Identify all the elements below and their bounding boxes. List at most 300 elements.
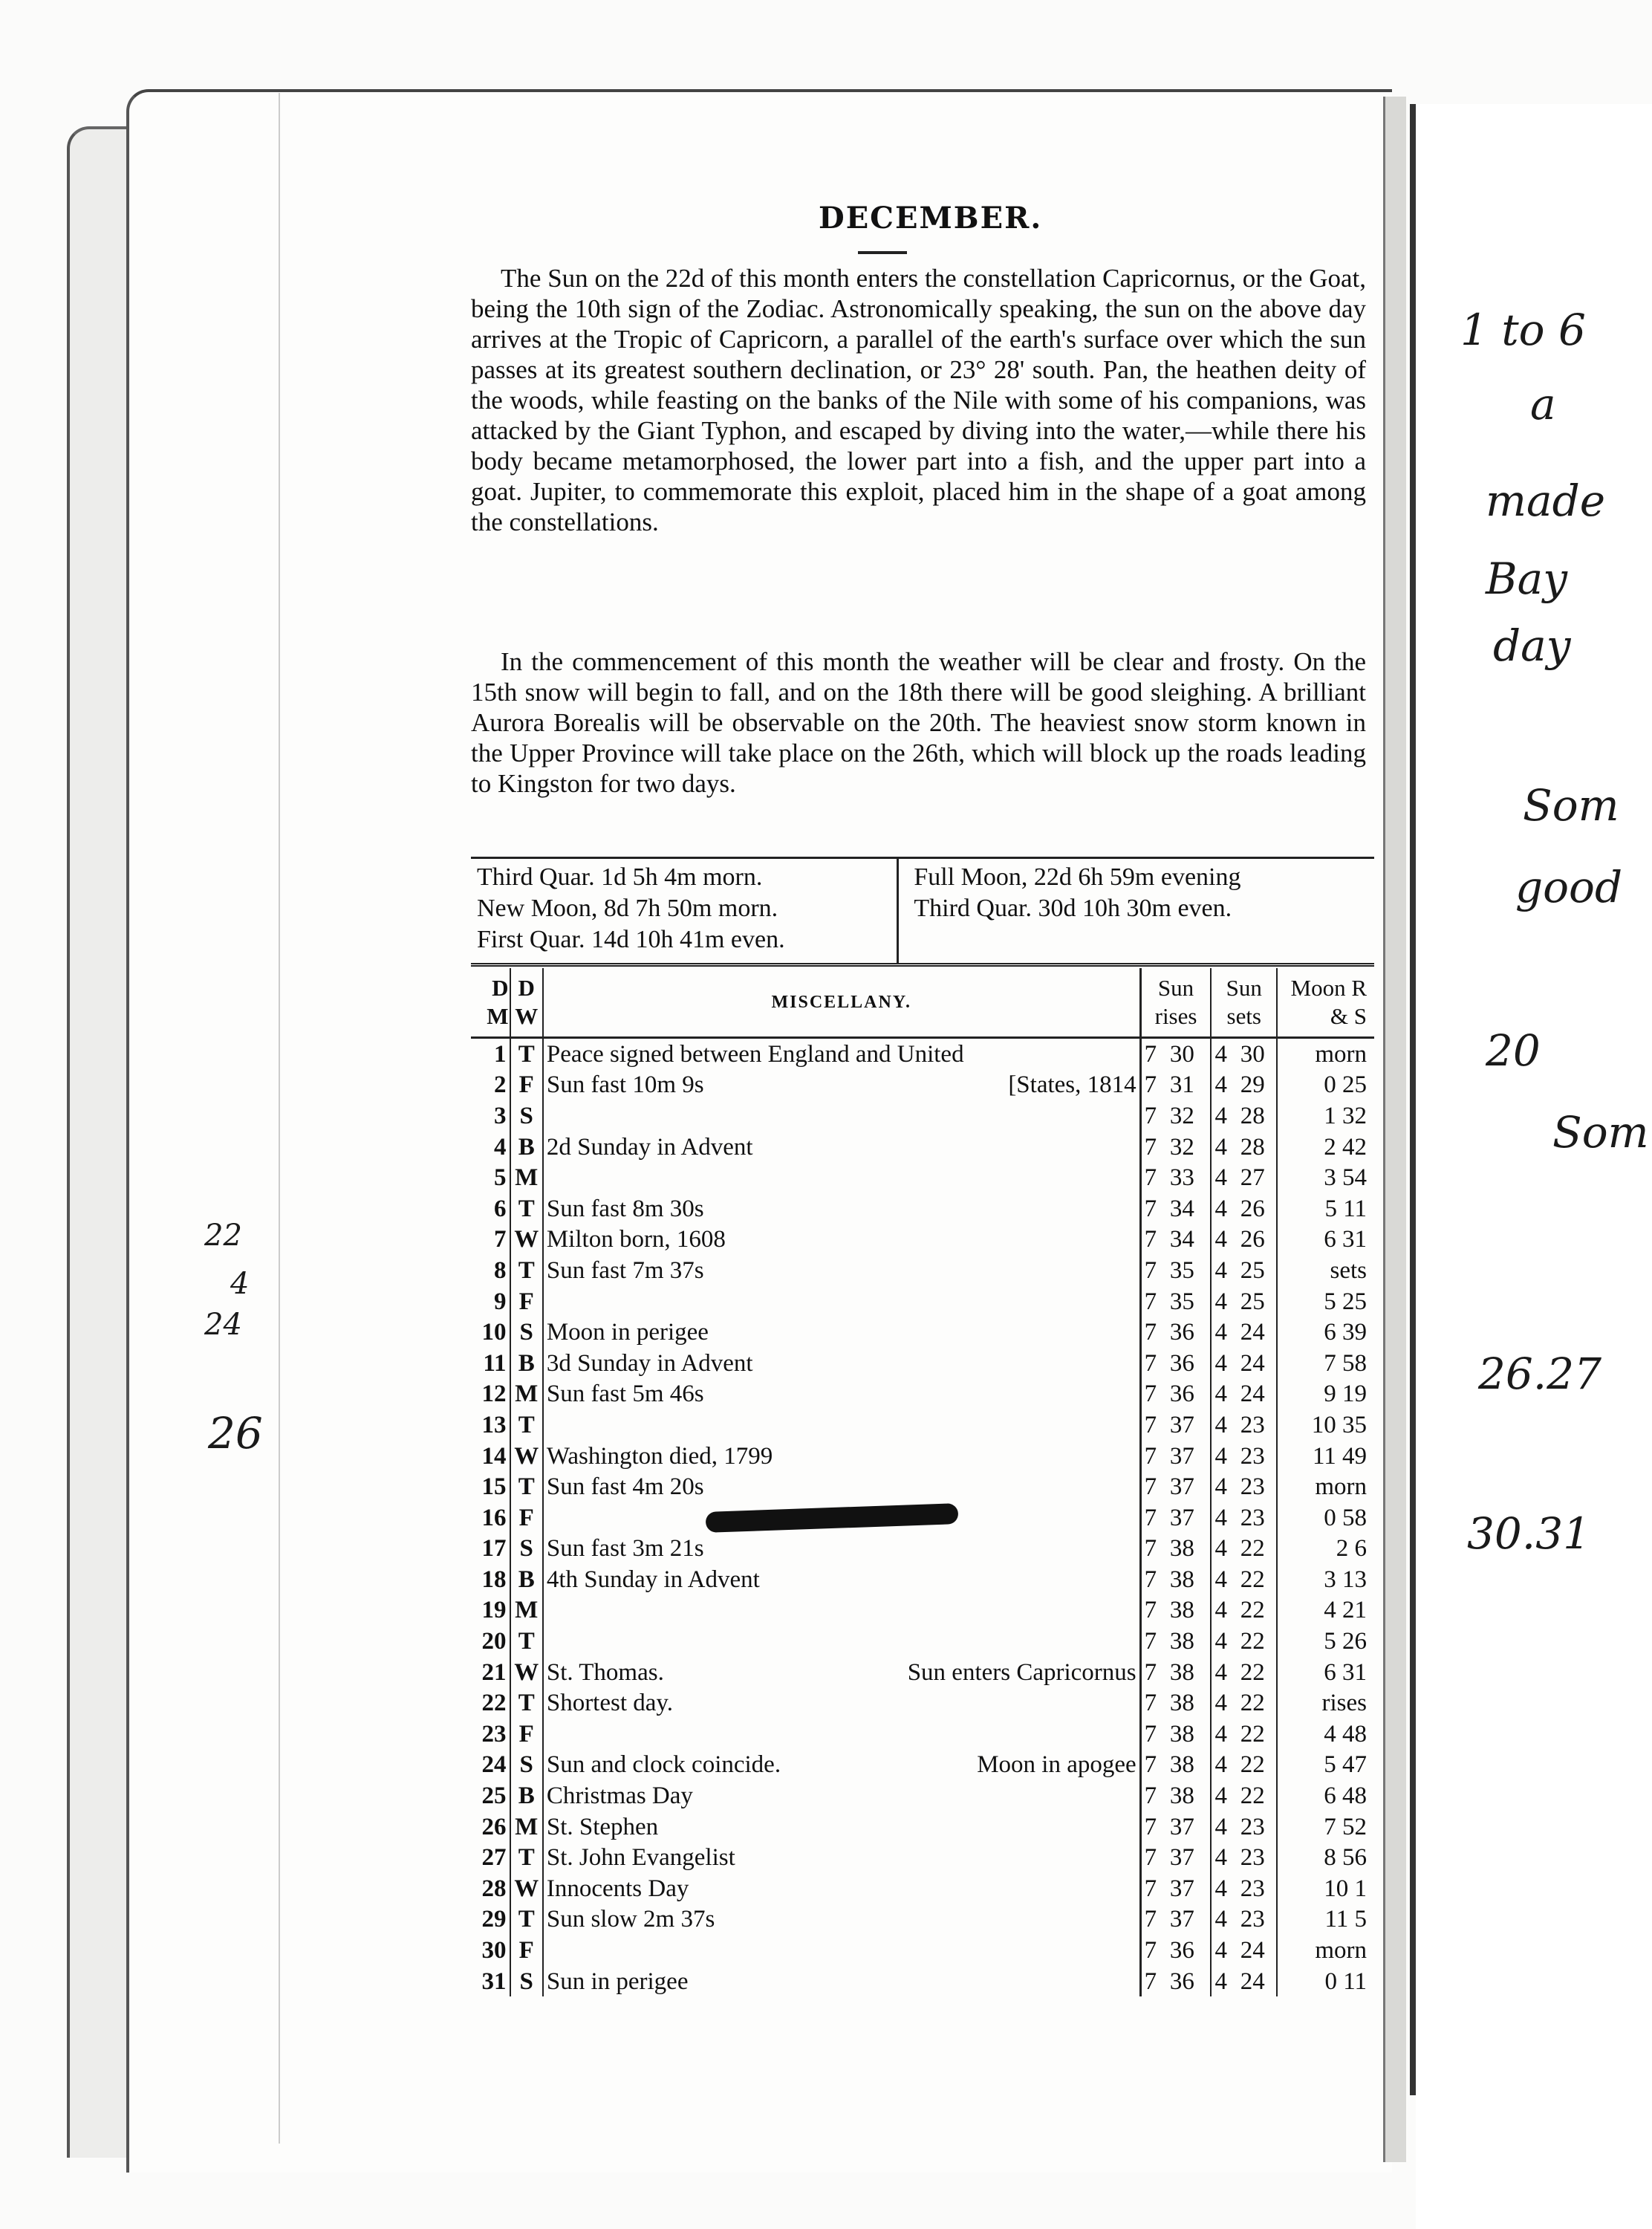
header-miscellany: MISCELLANY. xyxy=(543,968,1140,1038)
sun-set-minute: 22 xyxy=(1240,1751,1265,1779)
miscellany-cell xyxy=(543,1286,1140,1317)
day-of-month: 11 xyxy=(483,1349,507,1377)
miscellany-cell-content xyxy=(547,1132,1136,1162)
day-of-week: S xyxy=(510,1966,543,1997)
sun-rise-minute: 35 xyxy=(1169,1288,1194,1315)
moon-phases-right xyxy=(899,859,1374,963)
sun-set-minute: 27 xyxy=(1240,1164,1265,1192)
sun-set-hour: 4 xyxy=(1214,1164,1227,1192)
sun-set-minute: 22 xyxy=(1240,1628,1265,1655)
moon-rise-set: 4 21 xyxy=(1324,1597,1367,1624)
day-of-month: 21 xyxy=(481,1658,507,1686)
sun-set-hour: 4 xyxy=(1214,1937,1227,1964)
sun-rises xyxy=(1140,1070,1211,1101)
day-of-month: 28 xyxy=(481,1875,507,1902)
miscellany-cell-content xyxy=(547,1967,1136,1996)
day-of-week: T xyxy=(510,1255,543,1286)
sun-set-minute: 22 xyxy=(1240,1535,1265,1563)
sun-rises xyxy=(1140,1348,1211,1379)
sun-rises xyxy=(1140,1935,1211,1966)
sun-rise-hour: 7 xyxy=(1144,1164,1157,1192)
sun-rise-minute: 36 xyxy=(1169,1937,1194,1964)
calendar-row xyxy=(471,1409,1374,1441)
heading-rule xyxy=(858,251,907,254)
sun-rise-hour: 7 xyxy=(1144,1906,1157,1933)
header-sun-sets: Sun sets xyxy=(1211,968,1277,1038)
moon-phase-line: First Quar. 14d 10h 41m even. xyxy=(477,926,785,953)
moon-phases-left xyxy=(471,859,899,963)
miscellany-cell xyxy=(543,1162,1140,1193)
sun-rise-hour: 7 xyxy=(1144,1844,1157,1872)
sun-rise-hour: 7 xyxy=(1144,1628,1157,1655)
sun-set-minute: 22 xyxy=(1240,1720,1265,1748)
sun-rise-hour: 7 xyxy=(1144,1473,1157,1501)
sun-set-minute: 28 xyxy=(1240,1133,1265,1161)
miscellany-text: Shortest day. xyxy=(546,1690,674,1717)
sun-rise-hour: 7 xyxy=(1144,1720,1157,1748)
miscellany-cell-content xyxy=(547,1750,1136,1779)
sun-set-hour: 4 xyxy=(1214,1195,1227,1222)
sun-rise-hour: 7 xyxy=(1144,1875,1157,1902)
calendar-row xyxy=(471,1719,1374,1750)
moon-rise-set: 0 11 xyxy=(1324,1967,1367,1995)
moon-rise-set: 6 31 xyxy=(1324,1658,1367,1686)
sun-rises xyxy=(1140,1379,1211,1410)
miscellany-text-secondary: Moon in apogee xyxy=(977,1751,1136,1779)
sun-rise-minute: 37 xyxy=(1169,1844,1194,1872)
miscellany-text: Moon in perigee xyxy=(546,1319,709,1346)
sun-set-minute: 23 xyxy=(1240,1473,1265,1501)
sun-rises xyxy=(1140,1750,1211,1781)
sun-rise-hour: 7 xyxy=(1144,1566,1157,1593)
day-of-week: T xyxy=(510,1626,543,1657)
handwritten-note: Bay xyxy=(1486,554,1567,604)
handwritten-note: 20 xyxy=(1486,1025,1541,1076)
moon-rise-set: rises xyxy=(1321,1690,1367,1717)
sun-rise-hour: 7 xyxy=(1144,1967,1157,1995)
sun-set-minute: 23 xyxy=(1240,1411,1265,1438)
sun-rises xyxy=(1140,1100,1211,1132)
sun-rise-minute: 34 xyxy=(1169,1226,1194,1253)
sun-rises xyxy=(1140,1534,1211,1565)
sun-sets xyxy=(1211,1904,1277,1936)
miscellany-cell xyxy=(543,1193,1140,1224)
sun-sets xyxy=(1211,1348,1277,1379)
day-of-week: M xyxy=(510,1162,543,1193)
sun-set-minute: 22 xyxy=(1240,1782,1265,1810)
moon-rise-set: 10 35 xyxy=(1311,1411,1367,1438)
day-of-month: 8 xyxy=(494,1256,507,1284)
book-gutter xyxy=(1383,97,1406,2162)
moon-rise-set: 2 42 xyxy=(1324,1133,1367,1161)
sun-set-minute: 26 xyxy=(1240,1226,1265,1253)
sun-set-minute: 24 xyxy=(1240,1380,1265,1408)
miscellany-cell xyxy=(543,1935,1140,1966)
moon-rise-set: 3 13 xyxy=(1324,1566,1367,1593)
sun-set-hour: 4 xyxy=(1214,1566,1227,1593)
day-of-week: M xyxy=(510,1595,543,1626)
sun-rises xyxy=(1140,1317,1211,1348)
sun-rise-hour: 7 xyxy=(1144,1319,1157,1346)
sun-sets xyxy=(1211,1595,1277,1626)
day-of-month: 12 xyxy=(481,1380,507,1408)
calendar-row xyxy=(471,1687,1374,1719)
miscellany-cell xyxy=(543,1842,1140,1873)
sun-set-hour: 4 xyxy=(1214,1504,1227,1531)
day-of-week: B xyxy=(510,1564,543,1595)
sun-sets xyxy=(1211,1873,1277,1904)
sun-rises xyxy=(1140,1873,1211,1904)
miscellany-text: Peace signed between England and United xyxy=(546,1040,964,1068)
sun-set-hour: 4 xyxy=(1214,1535,1227,1563)
sun-set-hour: 4 xyxy=(1214,1967,1227,1995)
sun-rise-minute: 37 xyxy=(1169,1906,1194,1933)
calendar-row xyxy=(471,1502,1374,1534)
moon-rise-set: morn xyxy=(1315,1040,1367,1068)
sun-rise-minute: 36 xyxy=(1169,1319,1194,1346)
sun-rises xyxy=(1140,1811,1211,1843)
calendar-row xyxy=(471,1657,1374,1688)
miscellany-text: 2d Sunday in Advent xyxy=(546,1133,753,1161)
day-of-month: 5 xyxy=(494,1164,507,1192)
miscellany-text-secondary: Sun enters Capricornus xyxy=(907,1658,1136,1686)
sun-rise-minute: 32 xyxy=(1169,1133,1194,1161)
miscellany-cell-content xyxy=(547,1039,1136,1069)
sun-set-minute: 23 xyxy=(1240,1504,1265,1531)
handwritten-note: 30.31 xyxy=(1467,1508,1591,1559)
calendar-row xyxy=(471,1904,1374,1936)
handwritten-note: 26.27 xyxy=(1478,1349,1602,1399)
miscellany-cell-content xyxy=(547,1441,1136,1471)
page-fold-rule xyxy=(279,93,280,2144)
sun-sets xyxy=(1211,1780,1277,1811)
day-of-week: M xyxy=(510,1379,543,1410)
day-of-week: M xyxy=(510,1811,543,1843)
sun-set-hour: 4 xyxy=(1214,1071,1227,1099)
moon-rise-set: 3 54 xyxy=(1324,1164,1367,1192)
sun-rise-hour: 7 xyxy=(1144,1504,1157,1531)
sun-rise-hour: 7 xyxy=(1144,1102,1157,1129)
miscellany-cell-content xyxy=(547,1070,1136,1100)
sun-rise-minute: 30 xyxy=(1169,1040,1194,1068)
calendar-row xyxy=(471,1038,1374,1070)
moon-rise-set: 6 39 xyxy=(1324,1319,1367,1346)
miscellany-cell xyxy=(543,1657,1140,1688)
sun-sets xyxy=(1211,1038,1277,1070)
sun-set-minute: 22 xyxy=(1240,1690,1265,1717)
miscellany-text: Innocents Day xyxy=(546,1875,689,1902)
day-of-week: S xyxy=(510,1750,543,1781)
sun-rises xyxy=(1140,1842,1211,1873)
sun-rise-minute: 38 xyxy=(1169,1628,1194,1655)
moon-rise-set: 9 19 xyxy=(1324,1380,1367,1408)
day-of-month: 26 xyxy=(481,1813,507,1840)
handwritten-note: Som xyxy=(1523,780,1619,831)
handwritten-note: good xyxy=(1515,862,1623,912)
sun-rise-hour: 7 xyxy=(1144,1751,1157,1779)
day-of-week: T xyxy=(510,1471,543,1502)
sun-rise-minute: 37 xyxy=(1169,1504,1194,1531)
sun-sets xyxy=(1211,1317,1277,1348)
sun-set-minute: 23 xyxy=(1240,1813,1265,1840)
sun-rises xyxy=(1140,1626,1211,1657)
sun-rise-minute: 32 xyxy=(1169,1102,1194,1129)
day-of-week: T xyxy=(510,1904,543,1936)
sun-rise-minute: 38 xyxy=(1169,1566,1194,1593)
sun-rise-hour: 7 xyxy=(1144,1133,1157,1161)
miscellany-cell-content xyxy=(547,1658,1136,1687)
miscellany-text: Christmas Day xyxy=(546,1782,693,1810)
moon-rise-set: morn xyxy=(1315,1473,1367,1501)
moon-phase-line: Third Quar. 30d 10h 30m even. xyxy=(914,895,1232,922)
sun-set-hour: 4 xyxy=(1214,1751,1227,1779)
miscellany-text: Sun slow 2m 37s xyxy=(546,1906,715,1933)
miscellany-text: Milton born, 1608 xyxy=(546,1226,726,1253)
day-of-week: B xyxy=(510,1780,543,1811)
miscellany-cell-content xyxy=(547,1379,1136,1409)
handwritten-note: day xyxy=(1493,620,1571,671)
handwritten-note: Som xyxy=(1552,1107,1649,1158)
miscellany-cell-content xyxy=(547,1565,1136,1594)
day-of-week: T xyxy=(510,1038,543,1070)
miscellany-cell-content xyxy=(547,1688,1136,1718)
miscellany-cell xyxy=(543,1719,1140,1750)
miscellany-cell-content xyxy=(547,1874,1136,1904)
sun-rise-minute: 36 xyxy=(1169,1380,1194,1408)
sun-set-hour: 4 xyxy=(1214,1411,1227,1438)
sun-set-hour: 4 xyxy=(1214,1319,1227,1346)
sun-rise-minute: 35 xyxy=(1169,1256,1194,1284)
day-of-week: T xyxy=(510,1193,543,1224)
sun-set-hour: 4 xyxy=(1214,1720,1227,1748)
sun-sets xyxy=(1211,1441,1277,1472)
sun-rises xyxy=(1140,1657,1211,1688)
moon-rise-set: 5 25 xyxy=(1324,1288,1367,1315)
miscellany-cell xyxy=(543,1317,1140,1348)
sun-rise-minute: 38 xyxy=(1169,1597,1194,1624)
day-of-month: 10 xyxy=(481,1319,507,1346)
miscellany-text: Sun fast 10m 9s xyxy=(546,1071,704,1099)
miscellany-cell xyxy=(543,1100,1140,1132)
sun-set-minute: 22 xyxy=(1240,1658,1265,1686)
sun-rises xyxy=(1140,1904,1211,1936)
sun-set-hour: 4 xyxy=(1214,1349,1227,1377)
sun-rises xyxy=(1140,1502,1211,1534)
sun-set-minute: 24 xyxy=(1240,1319,1265,1346)
calendar-row xyxy=(471,1842,1374,1873)
sun-set-hour: 4 xyxy=(1214,1473,1227,1501)
sun-rises xyxy=(1140,1471,1211,1502)
calendar-row xyxy=(471,1255,1374,1286)
miscellany-cell xyxy=(543,1750,1140,1781)
moon-rise-set: 1 32 xyxy=(1324,1102,1367,1129)
sun-sets xyxy=(1211,1842,1277,1873)
sun-rise-hour: 7 xyxy=(1144,1813,1157,1840)
sun-rise-minute: 38 xyxy=(1169,1690,1194,1717)
miscellany-cell xyxy=(543,1255,1140,1286)
sun-sets xyxy=(1211,1811,1277,1843)
sun-rise-hour: 7 xyxy=(1144,1256,1157,1284)
sun-set-hour: 4 xyxy=(1214,1690,1227,1717)
sun-sets xyxy=(1211,1070,1277,1101)
day-of-month: 9 xyxy=(494,1288,507,1315)
sun-rise-hour: 7 xyxy=(1144,1782,1157,1810)
sun-set-minute: 23 xyxy=(1240,1442,1265,1470)
calendar-row xyxy=(471,1317,1374,1348)
sun-set-minute: 28 xyxy=(1240,1102,1265,1129)
sun-set-hour: 4 xyxy=(1214,1844,1227,1872)
handwritten-note: made xyxy=(1486,476,1606,526)
moon-phase-line: Full Moon, 22d 6h 59m evening xyxy=(914,863,1241,891)
sun-rise-hour: 7 xyxy=(1144,1071,1157,1099)
miscellany-cell xyxy=(543,1534,1140,1565)
sun-rises xyxy=(1140,1441,1211,1472)
moon-rise-set: 5 26 xyxy=(1324,1628,1367,1655)
handwritten-note: a xyxy=(1530,379,1556,429)
miscellany-cell-content xyxy=(547,1781,1136,1811)
day-of-week: B xyxy=(510,1348,543,1379)
sun-sets xyxy=(1211,1100,1277,1132)
miscellany-text: Sun fast 5m 46s xyxy=(546,1380,704,1408)
miscellany-cell-content xyxy=(547,1349,1136,1378)
calendar-row xyxy=(471,1811,1374,1843)
sun-set-hour: 4 xyxy=(1214,1442,1227,1470)
sun-rise-hour: 7 xyxy=(1144,1535,1157,1563)
header-day-of-month: D M xyxy=(471,968,510,1038)
sun-sets xyxy=(1211,1255,1277,1286)
day-of-week: W xyxy=(510,1657,543,1688)
day-of-week: T xyxy=(510,1687,543,1719)
miscellany-text-secondary: [States, 1814 xyxy=(1008,1071,1136,1099)
sun-sets xyxy=(1211,1534,1277,1565)
moon-rise-set: 2 6 xyxy=(1336,1535,1367,1563)
sun-rise-minute: 38 xyxy=(1169,1782,1194,1810)
day-of-month: 29 xyxy=(481,1906,507,1933)
sun-sets xyxy=(1211,1750,1277,1781)
calendar-row xyxy=(471,1193,1374,1224)
moon-rise-set: sets xyxy=(1330,1256,1367,1284)
miscellany-cell xyxy=(543,1811,1140,1843)
miscellany-cell xyxy=(543,1873,1140,1904)
day-of-month: 23 xyxy=(481,1720,507,1748)
miscellany-cell xyxy=(543,1687,1140,1719)
miscellany-cell xyxy=(543,1132,1140,1163)
calendar-row xyxy=(471,1471,1374,1502)
sun-rises xyxy=(1140,1595,1211,1626)
day-of-month: 20 xyxy=(481,1628,507,1655)
sun-set-minute: 24 xyxy=(1240,1349,1265,1377)
moon-rise-set: 11 49 xyxy=(1312,1442,1367,1470)
miscellany-text: 3d Sunday in Advent xyxy=(546,1349,753,1377)
weather-paragraph: In the commencement of this month the weather will be clear and frosty. On the 15th snow will begin to fall, and on the 18th there will be good sleighing. A brilliant Aurora Borealis will be observable on the 20th. The heaviest snow storm known in the Upper Province will take place on the 26th, which will block up the roads leading to Kingston for two days. xyxy=(471,647,1366,798)
sun-rises xyxy=(1140,1162,1211,1193)
miscellany-cell xyxy=(543,1441,1140,1472)
sun-rise-minute: 37 xyxy=(1169,1473,1194,1501)
handwritten-note: 1 to 6 xyxy=(1460,305,1586,355)
margin-note: 4 xyxy=(230,1267,250,1301)
calendar-row xyxy=(471,1348,1374,1379)
day-of-week: W xyxy=(510,1441,543,1472)
calendar-row xyxy=(471,1935,1374,1966)
sun-set-minute: 23 xyxy=(1240,1844,1265,1872)
miscellany-cell xyxy=(543,1904,1140,1936)
sun-rise-hour: 7 xyxy=(1144,1195,1157,1222)
sun-set-hour: 4 xyxy=(1214,1133,1227,1161)
miscellany-text: Sun fast 3m 21s xyxy=(546,1535,704,1563)
sun-rises xyxy=(1140,1286,1211,1317)
calendar-row xyxy=(471,1286,1374,1317)
calendar-row xyxy=(471,1966,1374,1997)
miscellany-text: 4th Sunday in Advent xyxy=(546,1566,760,1593)
sun-rise-minute: 34 xyxy=(1169,1195,1194,1222)
sun-rise-hour: 7 xyxy=(1144,1658,1157,1686)
moon-rise-set: 11 5 xyxy=(1324,1906,1367,1933)
miscellany-text: Sun fast 4m 20s xyxy=(546,1473,704,1501)
sun-sets xyxy=(1211,1193,1277,1224)
miscellany-cell xyxy=(543,1471,1140,1502)
miscellany-cell-content xyxy=(547,1472,1136,1502)
sun-sets xyxy=(1211,1471,1277,1502)
day-of-month: 15 xyxy=(481,1473,507,1501)
day-of-month: 19 xyxy=(481,1597,507,1624)
sun-rises xyxy=(1140,1224,1211,1256)
calendar-row xyxy=(471,1626,1374,1657)
moon-rise-set: 10 1 xyxy=(1324,1875,1367,1902)
day-of-month: 14 xyxy=(481,1442,507,1470)
miscellany-text: Washington died, 1799 xyxy=(546,1442,773,1470)
sun-sets xyxy=(1211,1132,1277,1163)
calendar-table xyxy=(471,968,1374,1996)
sun-set-hour: 4 xyxy=(1214,1597,1227,1624)
moon-phase-line: New Moon, 8d 7h 50m morn. xyxy=(477,895,778,922)
calendar-row xyxy=(471,1441,1374,1472)
miscellany-cell-content xyxy=(547,1194,1136,1224)
sun-set-minute: 24 xyxy=(1240,1967,1265,1995)
sun-rises xyxy=(1140,1193,1211,1224)
day-of-month: 27 xyxy=(481,1844,507,1872)
sun-rise-hour: 7 xyxy=(1144,1040,1157,1068)
day-of-week: F xyxy=(510,1502,543,1534)
sun-rise-minute: 37 xyxy=(1169,1875,1194,1902)
header-sun-rises: Sun rises xyxy=(1140,968,1211,1038)
sun-sets xyxy=(1211,1286,1277,1317)
day-of-month: 24 xyxy=(481,1751,507,1779)
calendar-row xyxy=(471,1070,1374,1101)
sun-rise-hour: 7 xyxy=(1144,1380,1157,1408)
miscellany-cell-content xyxy=(547,1843,1136,1872)
sun-set-hour: 4 xyxy=(1214,1102,1227,1129)
day-of-week: S xyxy=(510,1534,543,1565)
calendar-row xyxy=(471,1564,1374,1595)
sun-rise-hour: 7 xyxy=(1144,1690,1157,1717)
miscellany-text: St. John Evangelist xyxy=(546,1844,735,1872)
miscellany-cell xyxy=(543,1564,1140,1595)
sun-set-hour: 4 xyxy=(1214,1256,1227,1284)
sun-rises xyxy=(1140,1132,1211,1163)
sun-rises xyxy=(1140,1966,1211,1997)
miscellany-cell xyxy=(543,1348,1140,1379)
day-of-month: 18 xyxy=(481,1566,507,1593)
calendar-row xyxy=(471,1379,1374,1410)
calendar-row xyxy=(471,1873,1374,1904)
sun-rise-minute: 36 xyxy=(1169,1967,1194,1995)
astronomy-paragraph: The Sun on the 22d of this month enters the constellation Capricornus, or the Goat, being the 10th sign of the Zodiac. Astronomically speaking, the sun on the above day arrives at the Tropic of Capricorn, a parallel of the earth's surface over which the sun passes at its greatest southern declination, or 23° 28' south. Pan, the heathen deity of the woods, while feasting on the banks of the Nile with some of his companions, was attacked by the Giant Typhon, and escaped by diving into the water,—while there his body became metamorphosed, the lower part into a fish, and the upper part into a goat. Jupiter, to commemorate this exploit, placed him in the shape of a goat among the constellations. xyxy=(471,264,1366,536)
sun-rise-minute: 38 xyxy=(1169,1535,1194,1563)
miscellany-cell-content xyxy=(547,1534,1136,1563)
moon-rise-set: 8 56 xyxy=(1324,1844,1367,1872)
sun-set-hour: 4 xyxy=(1214,1875,1227,1902)
miscellany-cell-content xyxy=(547,1904,1136,1934)
